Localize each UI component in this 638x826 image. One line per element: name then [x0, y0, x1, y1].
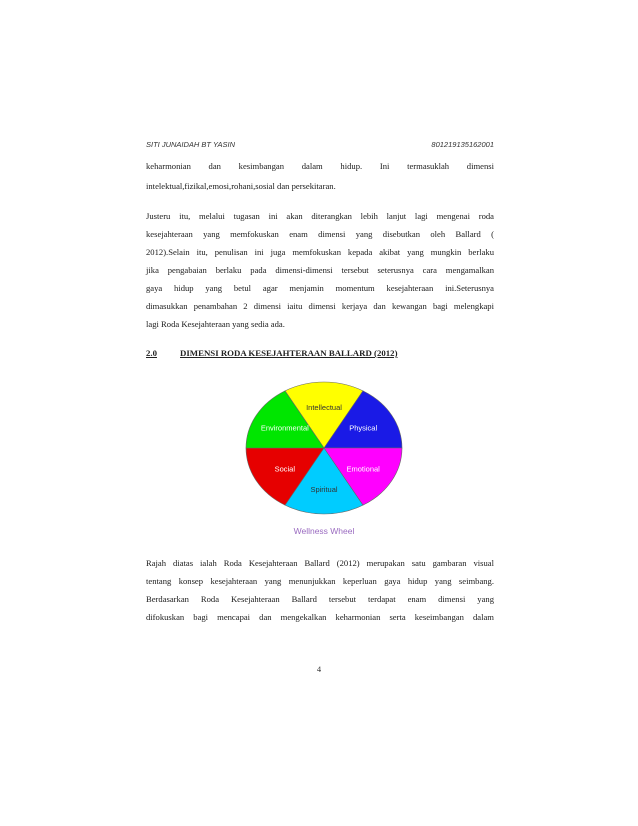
text-line: lagi Roda Kesejahteraan yang sedia ada.: [146, 319, 285, 329]
text-line: jika pengabaian berlaku pada dimensi-dimensi tersebut seterusnya cara mengamalkan: [146, 265, 494, 275]
wheel-label-spiritual: Spiritual: [310, 484, 338, 494]
text-line: kesejahteraan yang memfokuskan enam dimensi yang disebutkan oleh Ballard (: [146, 229, 494, 239]
id-number: 801219135162001: [431, 140, 494, 149]
text-line: 2012).Selain itu, penulisan ini juga memfokuskan kepada akibat yang mungkin berlaku: [146, 247, 494, 257]
wheel-label-environmental: Environmental: [260, 423, 309, 433]
text-line: tentang konsep kesejahteraan yang menunjukkan keperluan gaya hidup yang seimbang.: [146, 576, 494, 586]
page-number: 4: [316, 664, 322, 674]
wheel-label-social: Social: [274, 464, 296, 474]
text-line: intelektual,fizikal,emosi,rohani,sosial dan persekitaran.: [146, 181, 336, 191]
text-line: Rajah diatas ialah Roda Kesejahteraan Ballard (2012) merupakan satu gambaran visual: [146, 558, 494, 568]
text-line: gaya hidup yang betul agar menjamin momentum kesejahteraan ini.Seterusnya: [146, 283, 494, 293]
page-header: [146, 140, 494, 154]
author-name: SITI JUNAIDAH BT YASIN: [146, 140, 236, 149]
wellness-wheel: [224, 380, 424, 520]
wheel-label-emotional: Emotional: [346, 464, 380, 474]
text-line: difokuskan bagi mencapai dan mengekalkan keharmonian serta keseimbangan dalam: [146, 612, 494, 622]
figure-caption: Wellness Wheel: [293, 526, 355, 536]
wheel-label-physical: Physical: [349, 423, 378, 433]
text-line: Berdasarkan Roda Kesejahteraan Ballard tersebut terdapat enam dimensi yang: [146, 594, 494, 604]
text-line: dimasukkan penambahan 2 dimensi iaitu dimensi kerjaya dan kewangan bagi melengkapi: [146, 301, 494, 311]
section-number: 2.0: [146, 348, 157, 358]
text-line: keharmonian dan kesimbangan dalam hidup. Ini termasuklah dimensi: [146, 161, 494, 171]
wheel-label-intellectual: Intellectual: [306, 403, 342, 413]
wellness-wheel-figure: [224, 380, 424, 540]
text-line: Justeru itu, melalui tugasan ini akan diterangkan lebih lanjut lagi mengenai roda: [146, 211, 494, 221]
section-title: DIMENSI RODA KESEJAHTERAAN BALLARD (2012): [180, 348, 398, 358]
section-heading: [146, 348, 494, 362]
